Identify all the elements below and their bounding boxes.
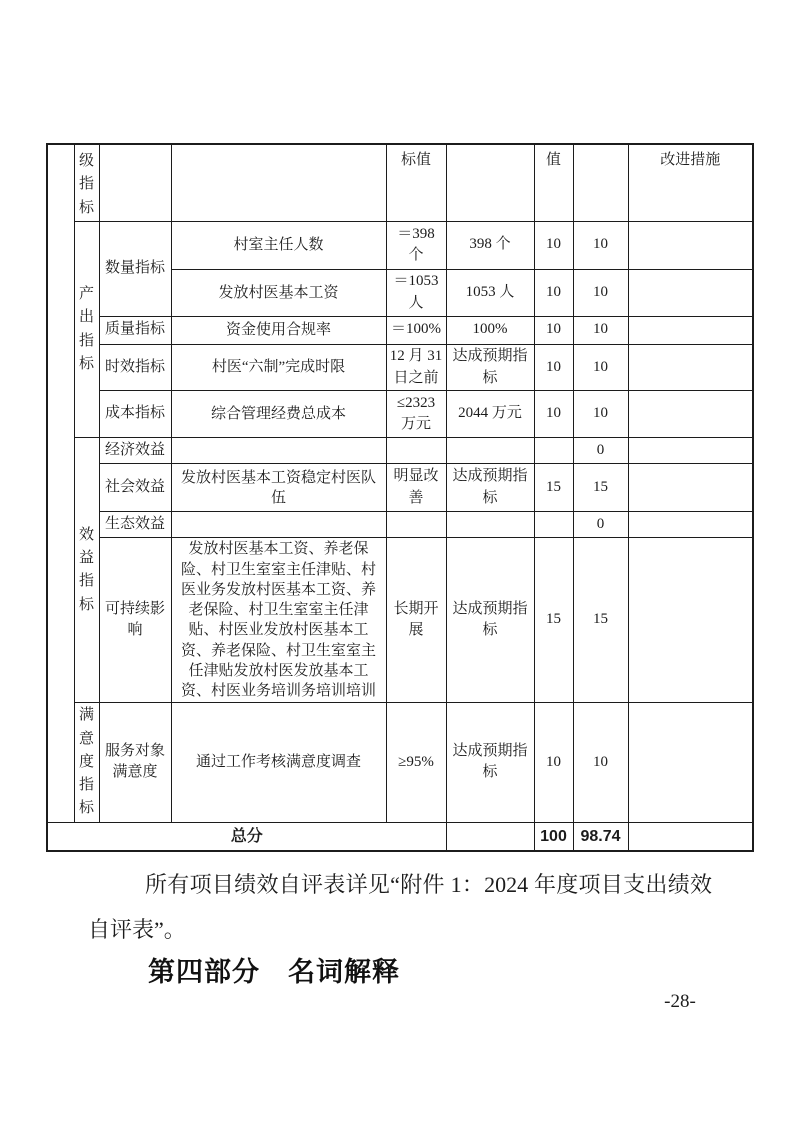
- cell-points: 10: [534, 269, 573, 316]
- cell-score: 10: [573, 391, 628, 438]
- cell-indicator: 发放村医基本工资、养老保险、村卫生室室主任津贴、村医业务发放村医基本工资、养老保险、村卫生室室主任津贴、村医业发放村医基本工资、养老保险、村卫生室室主任津贴发放村医发放基本工资、村医业务培训务培训培训: [171, 538, 386, 703]
- cell-target-value: ＝100%: [386, 316, 446, 344]
- cell-points: 10: [534, 221, 573, 269]
- cell-subcategory: 成本指标: [99, 391, 171, 438]
- cell-target-value: [386, 512, 446, 538]
- cell-actual-value: [446, 438, 534, 464]
- cell-category: 满意度指标: [74, 703, 99, 822]
- closing-paragraph: 所有项目绩效自评表详见“附件 1：2024 年度项目支出绩效自评表”。: [88, 872, 712, 942]
- cell-subcategory: 数量指标: [99, 221, 171, 316]
- cell-actual-value: 398 个: [446, 221, 534, 269]
- cell-indicator: 村医“六制”完成时限: [171, 344, 386, 391]
- header-subcategory: [99, 144, 171, 221]
- total-actual-cell: [446, 822, 534, 851]
- cell-improvement: [628, 438, 753, 464]
- spanning-left-cell: [47, 144, 74, 822]
- table-header-row: [47, 144, 753, 221]
- table-row: [47, 221, 753, 269]
- cell-score: 10: [573, 269, 628, 316]
- total-label-cell: 总分: [47, 822, 446, 851]
- total-improvement-cell: [628, 822, 753, 851]
- cell-score: 10: [573, 221, 628, 269]
- cell-score: 10: [573, 316, 628, 344]
- cell-indicator: 通过工作考核满意度调查: [171, 703, 386, 822]
- cell-points: 15: [534, 464, 573, 512]
- header-level: 级指标: [74, 144, 99, 221]
- cell-subcategory: 生态效益: [99, 512, 171, 538]
- total-points-cell: 100: [534, 822, 573, 851]
- table-row: [47, 316, 753, 344]
- cell-target-value: 长期开展: [386, 538, 446, 703]
- cell-indicator: 村室主任人数: [171, 221, 386, 269]
- cell-actual-value: [446, 512, 534, 538]
- cell-actual-value: 达成预期指标: [446, 703, 534, 822]
- cell-subcategory: 社会效益: [99, 464, 171, 512]
- cell-category: 效益指标: [74, 438, 99, 703]
- cell-score: 15: [573, 464, 628, 512]
- cell-indicator: 发放村医基本工资稳定村医队伍: [171, 464, 386, 512]
- cell-actual-value: 达成预期指标: [446, 464, 534, 512]
- cell-indicator: [171, 438, 386, 464]
- table-row: [47, 344, 753, 391]
- cell-target-value: ≥95%: [386, 703, 446, 822]
- cell-subcategory: 时效指标: [99, 344, 171, 391]
- cell-subcategory: 质量指标: [99, 316, 171, 344]
- cell-actual-value: 达成预期指标: [446, 538, 534, 703]
- header-target: 标值: [386, 144, 446, 221]
- cell-score: 15: [573, 538, 628, 703]
- header-improvement: 改进措施: [628, 144, 753, 221]
- table-row: [47, 703, 753, 822]
- cell-category: 产出指标: [74, 221, 99, 438]
- table-row: [47, 438, 753, 464]
- cell-points: 10: [534, 344, 573, 391]
- cell-subcategory: 可持续影响: [99, 538, 171, 703]
- cell-points: 10: [534, 316, 573, 344]
- total-score-cell: 98.74: [573, 822, 628, 851]
- cell-actual-value: 100%: [446, 316, 534, 344]
- cell-improvement: [628, 512, 753, 538]
- header-indicator: [171, 144, 386, 221]
- table-row: [47, 464, 753, 512]
- cell-improvement: [628, 344, 753, 391]
- cell-improvement: [628, 221, 753, 269]
- cell-target-value: 明显改善: [386, 464, 446, 512]
- header-actual: [446, 144, 534, 221]
- section-heading: 第四部分 名词解释: [148, 957, 400, 987]
- header-points: 值: [534, 144, 573, 221]
- header-score: [573, 144, 628, 221]
- cell-improvement: [628, 316, 753, 344]
- cell-improvement: [628, 391, 753, 438]
- cell-improvement: [628, 703, 753, 822]
- table-row: [47, 391, 753, 438]
- cell-improvement: [628, 269, 753, 316]
- cell-actual-value: 达成预期指标: [446, 344, 534, 391]
- cell-target-value: 12 月 31 日之前: [386, 344, 446, 391]
- cell-indicator: 发放村医基本工资: [171, 269, 386, 316]
- cell-subcategory: 经济效益: [99, 438, 171, 464]
- cell-improvement: [628, 538, 753, 703]
- cell-score: 0: [573, 438, 628, 464]
- cell-points: [534, 438, 573, 464]
- cell-score: 10: [573, 344, 628, 391]
- cell-score: 0: [573, 512, 628, 538]
- cell-score: 10: [573, 703, 628, 822]
- page-number: -28-: [664, 991, 696, 1012]
- cell-points: 10: [534, 703, 573, 822]
- cell-points: 15: [534, 538, 573, 703]
- cell-points: 10: [534, 391, 573, 438]
- cell-target-value: ＝398 个: [386, 221, 446, 269]
- cell-indicator: [171, 512, 386, 538]
- cell-indicator: 资金使用合规率: [171, 316, 386, 344]
- performance-evaluation-table: [46, 143, 754, 852]
- cell-actual-value: 2044 万元: [446, 391, 534, 438]
- total-row: [47, 822, 753, 851]
- table-row: [47, 538, 753, 703]
- cell-target-value: ≤2323 万元: [386, 391, 446, 438]
- cell-target-value: [386, 438, 446, 464]
- cell-target-value: ＝1053 人: [386, 269, 446, 316]
- cell-subcategory: 服务对象满意度: [99, 703, 171, 822]
- cell-improvement: [628, 464, 753, 512]
- cell-points: [534, 512, 573, 538]
- cell-actual-value: 1053 人: [446, 269, 534, 316]
- cell-indicator: 综合管理经费总成本: [171, 391, 386, 438]
- table-row: [47, 512, 753, 538]
